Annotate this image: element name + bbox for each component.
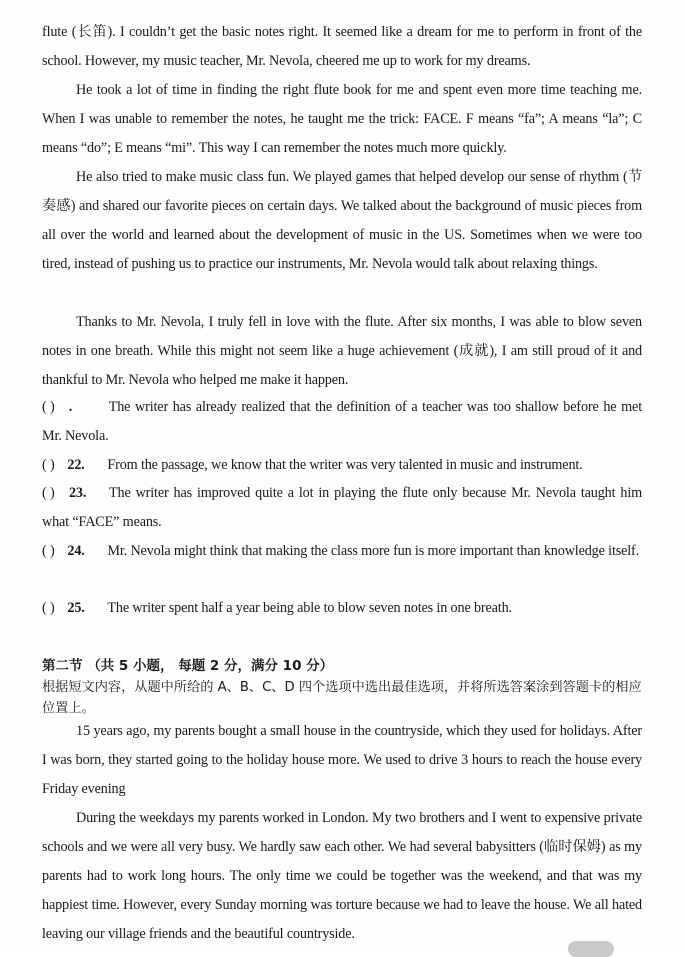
passage-paragraph: Thanks to Mr. Nevola, I truly fell in love with the flute. After six months, I was able to blow seven notes in one breath. While this might not seem like a huge achievement (成就), I am still proud of it and thankful to Mr. Nevola who helped me make it happen. xyxy=(42,314,642,388)
question-number: . xyxy=(68,399,73,415)
question-item xyxy=(42,451,642,480)
question-number: 24. xyxy=(67,543,85,559)
passage-paragraph: He also tried to make music class fun. We played games that helped develop our sense of rhythm (节奏感) and shared our favorite pieces on certain days. We talked about the background of music pieces from all over the world and learned about the development of music in the US. Sometimes when we were too tired, instead of pushing us to practice our instruments, Mr. Nevola would talk about relaxing things. xyxy=(42,169,642,272)
passage-paragraph: flute (长笛). I couldn’t get the basic notes right. It seemed like a dream for me to perform in front of the school. However, my music teacher, Mr. Nevola, cheered me up to work for my dreams. xyxy=(42,24,642,69)
answer-bracket[interactable]: ( ) xyxy=(42,457,55,473)
page-corner-tab xyxy=(568,941,614,957)
question-number: 22. xyxy=(67,457,85,473)
question-text: The writer spent half a year being able to blow seven notes in one breath. xyxy=(107,600,512,616)
question-text: The writer has improved quite a lot in playing the flute only because Mr. Nevola taught him what “FACE” means. xyxy=(42,485,642,530)
question-text: The writer has already realized that the definition of a teacher was too shallow before he met Mr. Nevola. xyxy=(42,399,642,444)
question-item xyxy=(42,393,642,451)
section-heading: 第二节 （共 5 小题， 每题 2 分，满分 10 分） xyxy=(42,658,334,674)
passage-paragraph: He took a lot of time in finding the right flute book for me and spent even more time teaching me. When I was unable to remember the notes, he taught me the trick: FACE. F means “fa”; A means “la”; C means “do”; E means “mi”. This way I can remember the notes much more quickly. xyxy=(42,82,642,156)
passage-paragraph: 15 years ago, my parents bought a small house in the countryside, which they used for holidays. After I was born, they started going to the holiday house more. We used to drive 3 hours to reach the house every Friday evening xyxy=(42,723,642,797)
question-item xyxy=(42,537,642,566)
answer-bracket[interactable]: ( ) xyxy=(42,600,55,616)
question-number: 25. xyxy=(67,600,85,616)
answer-bracket[interactable]: ( ) xyxy=(42,399,55,415)
passage-paragraph: During the weekdays my parents worked in London. My two brothers and I went to expensive private schools and we were all very busy. We hardly saw each other. We had several babysitters (临时保姆) as my parents had to work long hours. The only time we could be together was the weekend, and that was my happiest time. However, every Sunday morning was torture because we had to leave the house. We all hated leaving our village friends and the beautiful countryside. xyxy=(42,810,642,942)
question-text: From the passage, we know that the writer was very talented in music and instrument. xyxy=(107,457,583,473)
question-item xyxy=(42,594,642,623)
question-item xyxy=(42,479,642,537)
question-number: 23. xyxy=(68,485,87,501)
question-text: Mr. Nevola might think that making the class more fun is more important than knowledge itself. xyxy=(107,543,640,559)
answer-bracket[interactable]: ( ) xyxy=(42,485,55,501)
section-instruction: 根据短文内容，从题中所给的 A、B、C、D 四个选项中选出最佳选项，并将所选答案涂到答题卡的相应位置上。 xyxy=(42,680,642,716)
answer-bracket[interactable]: ( ) xyxy=(42,543,55,559)
